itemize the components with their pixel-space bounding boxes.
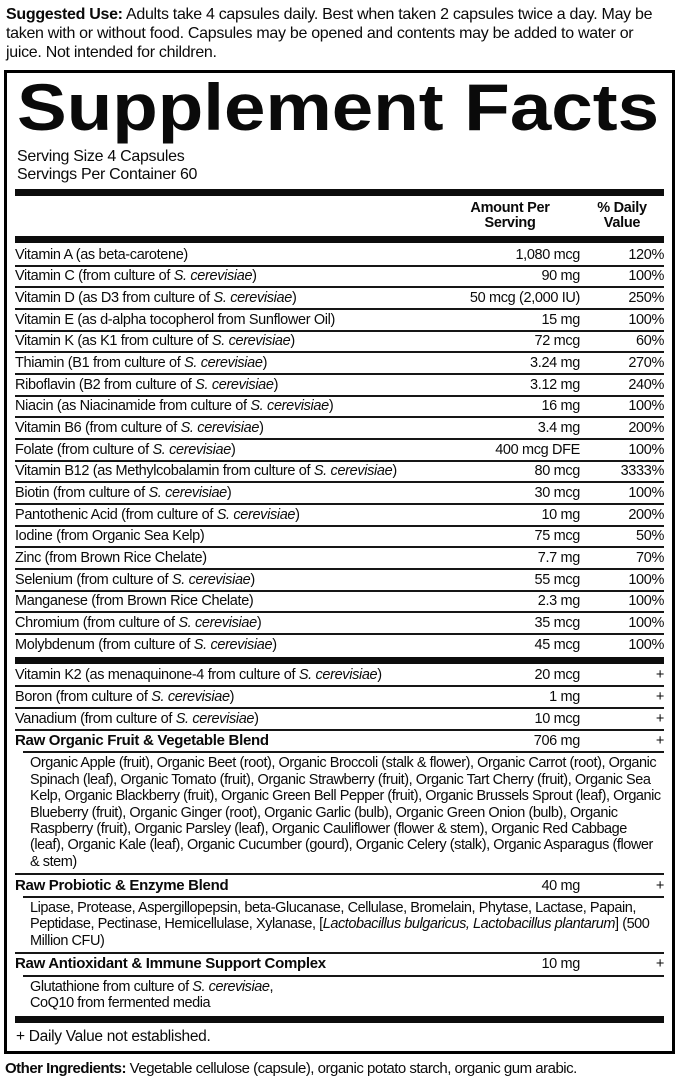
nutrient-row <box>15 685 664 707</box>
dv-header-line1: % Daily <box>597 199 647 216</box>
amount-per-serving-value: 35 mcg <box>534 614 580 631</box>
nutrient-name <box>15 398 430 415</box>
amount-per-serving-value: 10 mg <box>541 956 580 973</box>
text-segment: CoQ10 from fermented media <box>30 994 211 1011</box>
other-ingredients-text <box>5 1060 675 1078</box>
amount-per-serving-value: 2.3 mg <box>537 593 580 610</box>
amount-per-serving-value: 45 mcg <box>534 636 580 653</box>
text-segment: ) <box>256 614 262 631</box>
text-segment: Vanadium (from culture of <box>15 710 176 727</box>
nutrient-row <box>15 590 664 612</box>
species-name-italic: S. cerevisiae <box>213 289 292 306</box>
daily-value-percent: + <box>655 956 664 973</box>
nutrient-row <box>15 503 664 525</box>
amount-per-serving-value: 50 mcg (2,000 IU) <box>469 289 580 306</box>
text-segment: Vitamin K2 (as menaquinone-4 from culture of <box>15 667 299 684</box>
species-name-italic: S. cerevisiae <box>148 484 227 501</box>
amount-per-serving-value: 80 mcg <box>534 463 580 480</box>
text-segment: Raw Organic Fruit & Vegetable Blend <box>15 732 269 750</box>
text-segment: Vitamin B6 (from culture of <box>15 419 181 436</box>
species-name-italic: S. cerevisiae <box>173 268 253 285</box>
nutrient-name <box>15 268 430 285</box>
text-segment: Suggested Use: <box>6 6 123 23</box>
text-segment: Folate (from culture of <box>15 441 153 458</box>
column-headers <box>15 198 664 234</box>
daily-value-percent: 100% <box>628 398 664 415</box>
serving-info <box>17 148 664 185</box>
nutrient-name <box>15 877 430 894</box>
nutrient-row <box>15 525 664 547</box>
nutrient-row <box>15 416 664 438</box>
text-segment: Raw Probiotic & Enzyme Blend <box>15 876 229 894</box>
amount-per-serving-value: 3.4 mg <box>537 419 580 436</box>
nutrient-name <box>15 732 430 749</box>
text-segment: Vitamin B12 (as Methylcobalamin from culture of <box>15 463 314 480</box>
daily-value-percent: + <box>655 877 664 894</box>
text-segment: Vegetable cellulose (capsule), organic potato starch, organic gum arabic. <box>126 1060 577 1078</box>
text-segment: ) <box>229 688 235 705</box>
nutrient-name <box>15 507 430 524</box>
text-segment: Niacin (as Niacinamide from culture of <box>15 398 251 415</box>
dv-header-line2: Value <box>603 215 641 232</box>
nutrient-row <box>15 330 664 352</box>
nutrient-name <box>15 689 430 706</box>
text-segment: Organic Apple (fruit), Organic Beet (root), Organic Broccoli (stalk & flower), Organic Carrot (root), Organic Spinach (leaf), Organic Tomato (fruit), Organic Strawberry (fruit), Organic Tart Cherry (fruit), Organic Sea Kelp, Organic Blackberry (fruit), Organic Green Bell Pepper (fruit), Organic Brussels Sprout (leaf), Organic Blueberry (fruit), Organic Ginger (root), Organic Garlic (bulb), Organic Green Onion (bulb), Organic Raspberry (fruit), Organic Parsley (leaf), Organic Cauliflower (flower & stem), Organic Red Cabbage (leaf), Organic Kale (leaf), Organic Cucumber (gourd), Organic Celery (stalk), Organic Asparagus (flower & stem) <box>30 755 661 870</box>
nutrient-row <box>15 707 664 729</box>
daily-value-percent: 200% <box>628 506 664 523</box>
text-segment: ] (500 Million CFU) <box>30 916 650 949</box>
text-segment: Iodine (from Organic Sea Kelp) <box>15 528 205 545</box>
text-segment: Vitamin C (from culture of <box>15 268 174 285</box>
text-segment: ) <box>295 506 300 523</box>
nutrient-name <box>15 312 430 329</box>
blend-ingredient-list <box>23 751 664 873</box>
nutrient-name <box>15 247 430 264</box>
nutrient-name <box>15 572 430 589</box>
amount-header-line1: Amount Per <box>470 199 550 216</box>
species-name-italic: S. cerevisiae <box>184 354 263 371</box>
nutrient-name <box>15 615 430 632</box>
daily-value-percent: + <box>655 688 664 705</box>
text-segment: ) <box>226 484 232 501</box>
nutrient-name <box>15 377 430 394</box>
nutrient-name <box>15 667 430 684</box>
servings-per-container: Servings Per Container 60 <box>17 166 198 184</box>
text-segment: Raw Antioxidant & Immune Support Complex <box>15 955 326 973</box>
daily-value-percent: + <box>655 710 664 727</box>
nutrient-row <box>15 373 664 395</box>
amount-per-serving-value: 1,080 mcg <box>515 246 580 263</box>
species-name-italic: S. cerevisiae <box>211 333 291 350</box>
amount-per-serving-value: 7.7 mg <box>537 549 580 566</box>
text-segment: ) <box>328 398 334 415</box>
text-segment: Lipase, Protease, Aspergillopepsin, beta-Glucanase, Cellulase, Bromelain, Phytase, Lactase, Papain, Peptidase, Pectinase, Hemicellulase, Xylanase, [ <box>30 899 636 933</box>
text-segment: Vitamin K (as K1 from culture of <box>15 333 212 350</box>
blend-row <box>15 873 664 896</box>
nutrient-name <box>15 528 430 545</box>
blend-ingredient-list <box>23 975 664 1015</box>
species-name-italic: S. cerevisiae <box>178 614 257 631</box>
text-segment: ) <box>254 710 259 727</box>
amount-per-serving-value: 20 mcg <box>534 667 580 684</box>
divider-bar-top <box>15 189 664 196</box>
text-segment: Vitamin D (as D3 from culture of <box>15 289 214 306</box>
nutrient-name <box>15 463 430 480</box>
amount-per-serving-value: 75 mcg <box>534 528 580 545</box>
nutrient-row <box>15 286 664 308</box>
species-name-italic: S. cerevisiae <box>193 636 273 653</box>
daily-value-percent: 250% <box>628 289 664 306</box>
text-segment: ) <box>273 376 279 393</box>
text-segment: ) <box>377 667 382 684</box>
nutrient-table <box>15 245 664 1014</box>
amount-per-serving-value: 90 mg <box>541 268 580 285</box>
daily-value-percent: 270% <box>628 354 664 371</box>
amount-per-serving-value: 16 mg <box>541 398 580 415</box>
daily-value-percent: 100% <box>628 571 664 588</box>
daily-value-percent: 100% <box>628 636 664 653</box>
nutrient-row <box>15 633 664 655</box>
nutrient-row <box>15 546 664 568</box>
daily-value-percent: 100% <box>628 593 664 610</box>
species-name-italic: S. cerevisiae <box>171 571 251 588</box>
amount-per-serving-value: 40 mg <box>541 877 580 894</box>
species-name-italic: S. cerevisiae <box>180 419 260 436</box>
species-name-italic: Lactobacillus bulgaricus, Lactobacillus plantarum <box>322 916 616 933</box>
text-segment: ) <box>262 354 268 371</box>
amount-per-serving-value: 10 mcg <box>534 710 580 727</box>
amount-per-serving-header <box>440 201 580 232</box>
daily-value-percent: 120% <box>628 246 664 263</box>
text-segment: Pantothenic Acid (from culture of <box>15 506 217 523</box>
text-segment: ) <box>272 636 277 653</box>
species-name-italic: S. cerevisiae <box>151 688 230 705</box>
nutrient-name <box>15 333 430 350</box>
species-name-italic: S. cerevisiae <box>195 376 274 393</box>
amount-per-serving-value: 15 mg <box>541 311 580 328</box>
text-segment: Chromium (from culture of <box>15 614 179 631</box>
daily-value-percent: 100% <box>628 441 664 458</box>
amount-per-serving-value: 72 mcg <box>534 333 580 350</box>
daily-value-percent: 240% <box>628 376 664 393</box>
text-segment: Selenium (from culture of <box>15 571 172 588</box>
panel-title-graphic <box>15 78 664 146</box>
text-segment: Riboflavin (B2 from culture of <box>15 376 196 393</box>
species-name-italic: S. cerevisiae <box>192 978 270 995</box>
text-segment: Boron (from culture of <box>15 688 152 705</box>
nutrient-name <box>15 290 430 307</box>
nutrient-row <box>15 611 664 633</box>
text-segment: ) <box>392 463 397 480</box>
species-name-italic: S. cerevisiae <box>250 398 329 415</box>
amount-header-line2: Serving <box>484 215 536 232</box>
species-name-italic: S. cerevisiae <box>152 441 231 458</box>
text-segment: Manganese (from Brown Rice Chelate) <box>15 593 254 610</box>
text-segment: ) <box>252 268 257 285</box>
nutrient-row <box>15 568 664 590</box>
amount-per-serving-value: 706 mg <box>533 733 580 750</box>
amount-per-serving-value: 400 mcg DFE <box>495 441 580 458</box>
nutrient-row <box>15 265 664 287</box>
text-segment: Vitamin E (as d-alpha tocopherol from Sunflower Oil) <box>15 311 336 328</box>
text-segment: Molybdenum (from culture of <box>15 636 194 653</box>
text-segment: ) <box>250 571 255 588</box>
divider-bar-mid <box>15 657 664 664</box>
nutrient-row <box>15 395 664 417</box>
daily-value-percent: 100% <box>628 311 664 328</box>
nutrient-row <box>15 308 664 330</box>
daily-value-percent: 100% <box>628 614 664 631</box>
text-segment: Thiamin (B1 from culture of <box>15 354 185 371</box>
nutrient-name <box>15 485 430 502</box>
divider-bar-header <box>15 236 664 243</box>
nutrient-name <box>15 711 430 728</box>
species-name-italic: S. cerevisiae <box>216 506 296 523</box>
daily-value-footnote: + Daily Value not established. <box>16 1028 211 1046</box>
text-segment: ) <box>259 419 264 436</box>
daily-value-percent: 200% <box>628 419 664 436</box>
text-segment: Other Ingredients: <box>5 1060 127 1078</box>
nutrient-row <box>15 438 664 460</box>
daily-value-percent: + <box>655 667 664 684</box>
daily-value-percent: 60% <box>636 333 664 350</box>
daily-value-percent: 100% <box>628 484 664 501</box>
nutrient-name <box>15 955 430 972</box>
blend-row <box>15 729 664 752</box>
nutrient-row <box>15 666 664 686</box>
text-segment: ) <box>290 333 295 350</box>
text-segment: , <box>269 978 274 995</box>
nutrient-name <box>15 637 430 654</box>
daily-value-percent: + <box>655 733 664 750</box>
species-name-italic: S. cerevisiae <box>298 667 378 684</box>
nutrient-row <box>15 351 664 373</box>
nutrient-name <box>15 593 430 610</box>
nutrient-row <box>15 460 664 482</box>
species-name-italic: S. cerevisiae <box>313 463 393 480</box>
divider-bar-bottom <box>15 1016 664 1023</box>
text-segment: ) <box>230 441 236 458</box>
panel-title: Supplement Facts <box>16 77 660 144</box>
amount-per-serving-value: 30 mcg <box>534 484 580 501</box>
suggested-use-text <box>6 6 673 63</box>
daily-value-percent: 3333% <box>620 463 664 480</box>
amount-per-serving-value: 3.12 mg <box>530 376 580 393</box>
blend-row <box>15 952 664 975</box>
nutrient-row <box>15 481 664 503</box>
nutrient-name <box>15 442 430 459</box>
daily-value-percent: 50% <box>636 528 664 545</box>
amount-per-serving-value: 1 mg <box>549 688 580 705</box>
amount-per-serving-value: 3.24 mg <box>530 354 580 371</box>
text-segment: Biotin (from culture of <box>15 484 149 501</box>
text-segment: Adults take 4 capsules daily. Best when taken 2 capsules twice a day. May be taken with or without food. Capsules may be opened and contents may be added to water or juice. Not intended for children. <box>6 6 653 61</box>
text-segment: Glutathione from culture of <box>30 978 193 995</box>
nutrient-name <box>15 420 430 437</box>
nutrient-name <box>15 550 430 567</box>
nutrient-row <box>15 245 664 265</box>
amount-per-serving-value: 55 mcg <box>534 571 580 588</box>
text-segment: Zinc (from Brown Rice Chelate) <box>15 549 207 566</box>
supplement-facts-panel <box>4 70 675 1055</box>
blend-ingredient-list <box>23 896 664 952</box>
amount-per-serving-value: 10 mg <box>541 506 580 523</box>
species-name-italic: S. cerevisiae <box>175 710 255 727</box>
text-segment: Vitamin A (as beta-carotene) <box>15 246 188 263</box>
daily-value-header <box>580 201 664 232</box>
serving-size: Serving Size 4 Capsules <box>17 147 185 165</box>
nutrient-name <box>15 355 430 372</box>
text-segment: ) <box>291 289 297 306</box>
daily-value-percent: 70% <box>636 549 664 566</box>
daily-value-percent: 100% <box>628 268 664 285</box>
